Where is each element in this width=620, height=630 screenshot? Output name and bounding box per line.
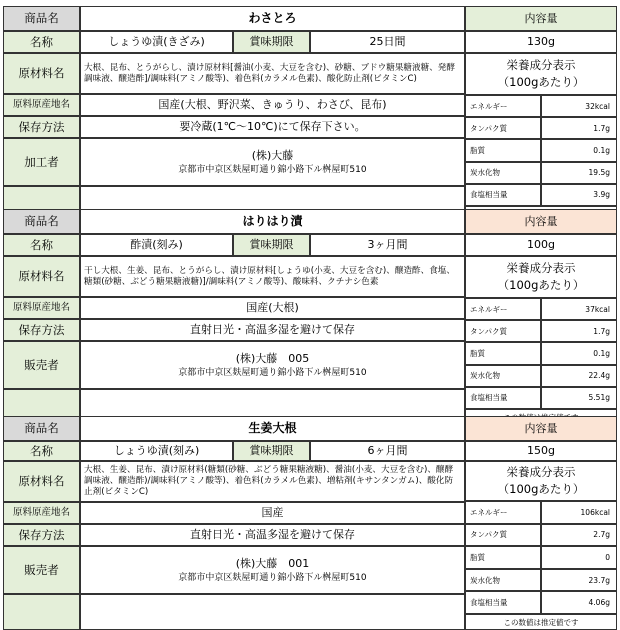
nutrition-protein-value-2: 2.7g <box>541 524 617 547</box>
storage-label-0: 保存方法 <box>3 116 80 138</box>
blank-label-2 <box>3 594 80 630</box>
nutrition-salt-label-2: 食塩相当量 <box>465 591 541 614</box>
shelf-life-label-2: 賞味期限 <box>233 441 310 461</box>
ingredients-value-1: 干し大根、生姜、昆布、とうがらし、漬け原材料[しょうゆ(小麦、大豆を含む)、醸造酢、食塩、糖類(砂糖、ぶどう糖果糖液糖)]/調味料(アミノ酸等)、酸味料、クチナシ色素 <box>80 256 465 297</box>
content-label-0: 内容量 <box>465 6 617 31</box>
content-label-1: 内容量 <box>465 209 617 234</box>
nutrition-protein-label-0: タンパク質 <box>465 117 541 139</box>
nutrition-protein-value-1: 1.7g <box>541 320 617 342</box>
nutrition-per: （100gあたり） <box>497 278 585 292</box>
product-name-label-0: 商品名 <box>3 6 80 31</box>
nutrition-title: 栄養成分表示 <box>506 465 576 480</box>
processor-label-0: 加工者 <box>3 138 80 186</box>
nutrition-salt-value-1: 5.51g <box>541 387 617 409</box>
ingredients-value-2: 大根、生姜、昆布、漬け原材料(糖類(砂糖、ぶどう糖果糖液糖)、醤油(小麦、大豆を含む)、醸酵調味液、醸造酢)/調味料(アミノ酸等)、着色料(カラメル色素)、増粘剤(キサンタンガム)、酸化防止剤(ビタミンC) <box>80 461 465 502</box>
nutrition-energy-label-1: エネルギー <box>465 298 541 320</box>
shelf-life-label-0: 賞味期限 <box>233 31 310 53</box>
maker-info-0 <box>80 138 465 186</box>
blank-row-2 <box>80 594 465 630</box>
origin-value-2: 国産 <box>80 502 465 524</box>
nutrition-salt-label-1: 食塩相当量 <box>465 387 541 409</box>
maker-name: (株)大藤 <box>251 148 294 162</box>
shelf-life-label-1: 賞味期限 <box>233 234 310 256</box>
seller-label-1: 販売者 <box>3 341 80 389</box>
nutrition-fat-value-2: 0 <box>541 546 617 569</box>
maker-name: (株)大藤 001 <box>235 556 310 570</box>
nutrition-carbs-label-0: 炭水化物 <box>465 162 541 184</box>
name-value-0: しょうゆ漬(きざみ) <box>80 31 233 53</box>
product-name-label-1: 商品名 <box>3 209 80 234</box>
maker-address: 京都市中京区麸屋町通り錦小路下ル桝屋町510 <box>178 164 367 175</box>
origin-value-0: 国産(大根、野沢菜、きゅうり、わさび、昆布) <box>80 94 465 116</box>
nutrition-title: 栄養成分表示 <box>506 58 576 73</box>
nutrition-title: 栄養成分表示 <box>506 261 576 276</box>
nutrition-salt-label-0: 食塩相当量 <box>465 184 541 206</box>
product-title-0: わさとろ <box>80 6 465 31</box>
origin-value-1: 国産(大根) <box>80 297 465 319</box>
nutrition-header-2 <box>465 461 617 501</box>
nutrition-protein-label-2: タンパク質 <box>465 524 541 547</box>
product-title-1: はりはり漬 <box>80 209 465 234</box>
maker-address: 京都市中京区麸屋町通り錦小路下ル桝屋町510 <box>178 572 367 583</box>
nutrition-carbs-value-2: 23.7g <box>541 569 617 592</box>
name-label-0: 名称 <box>3 31 80 53</box>
nutrition-carbs-value-0: 19.5g <box>541 162 617 184</box>
nutrition-carbs-label-1: 炭水化物 <box>465 365 541 387</box>
nutrition-energy-label-2: エネルギー <box>465 501 541 524</box>
nutrition-fat-label-2: 脂質 <box>465 546 541 569</box>
origin-label-0: 原料原産地名 <box>3 94 80 116</box>
nutrition-salt-value-2: 4.06g <box>541 591 617 614</box>
maker-info-1 <box>80 341 465 389</box>
storage-value-0: 要冷蔵(1℃〜10℃)にて保存下さい。 <box>80 116 465 138</box>
name-value-2: しょうゆ漬(刻み) <box>80 441 233 461</box>
content-value-0: 130g <box>465 31 617 53</box>
nutrition-energy-value-0: 32kcal <box>541 95 617 117</box>
maker-name: (株)大藤 005 <box>235 351 310 365</box>
nutrition-protein-value-0: 1.7g <box>541 117 617 139</box>
ingredients-label-1: 原材料名 <box>3 256 80 297</box>
name-label-1: 名称 <box>3 234 80 256</box>
maker-info-2 <box>80 546 465 594</box>
nutrition-energy-value-2: 106kcal <box>541 501 617 524</box>
ingredients-label-2: 原材料名 <box>3 461 80 502</box>
nutrition-fat-value-0: 0.1g <box>541 139 617 161</box>
nutrition-header-1 <box>465 256 617 298</box>
shelf-life-value-0: 25日間 <box>310 31 465 53</box>
nutrition-header-0 <box>465 53 617 95</box>
storage-value-1: 直射日光・高温多湿を避けて保存 <box>80 319 465 341</box>
seller-label-2: 販売者 <box>3 546 80 594</box>
name-value-1: 酢漬(刻み) <box>80 234 233 256</box>
origin-label-2: 原料原産地名 <box>3 502 80 524</box>
nutrition-energy-label-0: エネルギー <box>465 95 541 117</box>
content-label-2: 内容量 <box>465 416 617 441</box>
ingredients-value-0: 大根、昆布、とうがらし、漬け原材料[醤油(小麦、大豆を含む)、砂糖、ブドウ糖果糖液糖、発酵調味液、醸造酢]/調味料(アミノ酸等)、着色料(カラメル色素)、酸化防止剤(ビタミンC) <box>80 53 465 94</box>
nutrition-salt-value-0: 3.9g <box>541 184 617 206</box>
nutrition-note-2: この数値は推定値です <box>465 614 617 630</box>
nutrition-protein-label-1: タンパク質 <box>465 320 541 342</box>
storage-value-2: 直射日光・高温多湿を避けて保存 <box>80 524 465 546</box>
origin-label-1: 原料原産地名 <box>3 297 80 319</box>
nutrition-fat-label-1: 脂質 <box>465 342 541 364</box>
maker-address: 京都市中京区麸屋町通り錦小路下ル桝屋町510 <box>178 367 367 378</box>
name-label-2: 名称 <box>3 441 80 461</box>
content-value-1: 100g <box>465 234 617 256</box>
storage-label-1: 保存方法 <box>3 319 80 341</box>
nutrition-energy-value-1: 37kcal <box>541 298 617 320</box>
nutrition-fat-label-0: 脂質 <box>465 139 541 161</box>
product-name-label-2: 商品名 <box>3 416 80 441</box>
product-title-2: 生姜大根 <box>80 416 465 441</box>
nutrition-carbs-label-2: 炭水化物 <box>465 569 541 592</box>
nutrition-carbs-value-1: 22.4g <box>541 365 617 387</box>
nutrition-per: （100gあたり） <box>497 75 585 89</box>
shelf-life-value-2: 6ヶ月間 <box>310 441 465 461</box>
storage-label-2: 保存方法 <box>3 524 80 546</box>
content-value-2: 150g <box>465 441 617 461</box>
ingredients-label-0: 原材料名 <box>3 53 80 94</box>
nutrition-fat-value-1: 0.1g <box>541 342 617 364</box>
nutrition-per: （100gあたり） <box>497 482 585 496</box>
shelf-life-value-1: 3ヶ月間 <box>310 234 465 256</box>
